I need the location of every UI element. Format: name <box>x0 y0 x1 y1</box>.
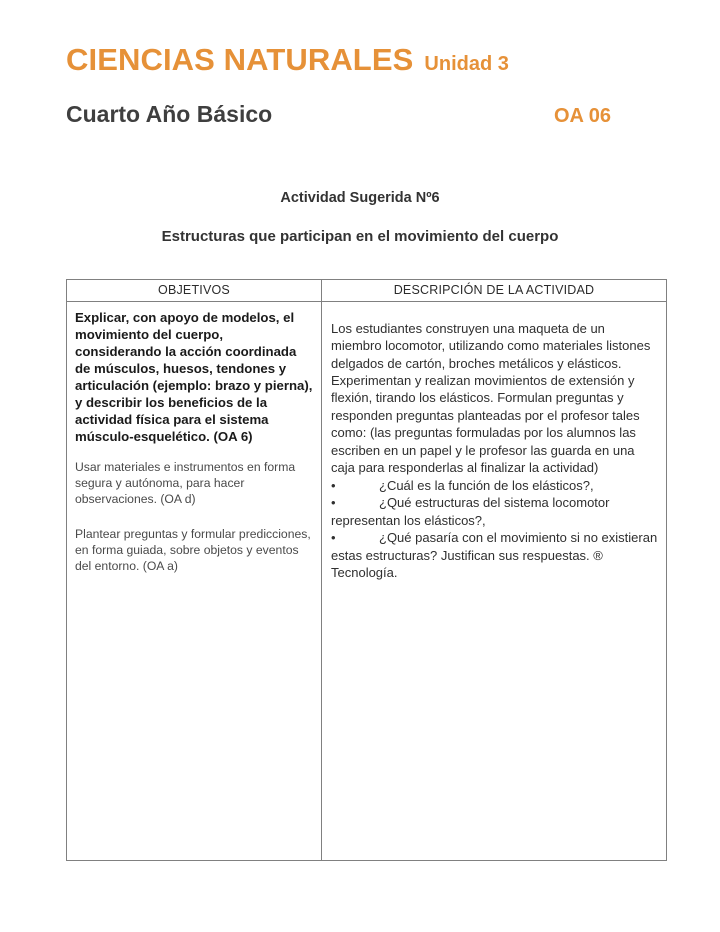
activity-table-wrapper <box>0 279 720 861</box>
subject-title: CIENCIAS NATURALES <box>66 42 414 77</box>
cell-descripcion <box>322 301 667 860</box>
oa-code-badge: OA 06 <box>553 104 611 127</box>
table-row <box>67 301 667 860</box>
activity-heading <box>0 190 720 245</box>
grade-title: Cuarto Año Básico <box>66 100 273 127</box>
list-item-text: ¿Qué pasaría con el movimiento si no existieran estas estructuras? Justifican sus respuestas. ® Tecnología. <box>331 530 658 581</box>
grade-line <box>66 101 665 128</box>
descripcion-bullet-list <box>331 477 658 582</box>
activity-name: Estructuras que participan en el movimiento del cuerpo <box>161 227 559 245</box>
column-header-objetivos: OBJETIVOS <box>67 279 322 301</box>
activity-number: Actividad Sugerida Nº6 <box>280 189 440 206</box>
table-header-row <box>67 279 667 301</box>
objetivo-secundario-2: Plantear preguntas y formular predicciones, en forma guiada, sobre objetos y eventos del entorno. (OA a) <box>75 527 311 574</box>
cell-objetivos <box>67 301 322 860</box>
list-item <box>331 494 658 529</box>
list-item <box>331 477 658 494</box>
unit-label: Unidad 3 <box>424 53 509 75</box>
column-header-descripcion: DESCRIPCIÓN DE LA ACTIVIDAD <box>322 279 667 301</box>
bullet-icon: • <box>331 530 336 546</box>
list-item <box>331 529 658 581</box>
list-item-text: ¿Qué estructuras del sistema locomotor representan los elásticos?, <box>331 495 610 528</box>
activity-table <box>66 279 667 861</box>
descripcion-intro: Los estudiantes construyen una maqueta de un miembro locomotor, utilizando como materiales listones delgados de cartón, broches metálicos y elásticos. Experimentan y realizan movimientos de extensión y flexión, tirando los elásticos. Formulan preguntas y responden preguntas planteadas por el profesor tales como: (las preguntas formuladas por los alumnos las escriben en un papel y le profesor las guarda en una caja para responderlas al finalizar la actividad) <box>331 320 651 476</box>
list-item-text: ¿Cuál es la función de los elásticos?, <box>379 477 594 493</box>
subject-title-line <box>66 44 665 77</box>
document-header <box>0 0 720 128</box>
bullet-icon: • <box>331 477 336 493</box>
bullet-icon: • <box>331 495 336 511</box>
objetivo-principal: Explicar, con apoyo de modelos, el movimiento del cuerpo, considerando la acción coordinada de músculos, huesos, tendones y articulación (ejemplo: brazo y pierna), y describir los beneficios de la actividad física para el sistema músculo-esquelético. (OA 6) <box>75 309 313 444</box>
objetivo-secundario-1: Usar materiales e instrumentos en forma segura y autónoma, para hacer observaciones. (OA d) <box>75 459 296 506</box>
